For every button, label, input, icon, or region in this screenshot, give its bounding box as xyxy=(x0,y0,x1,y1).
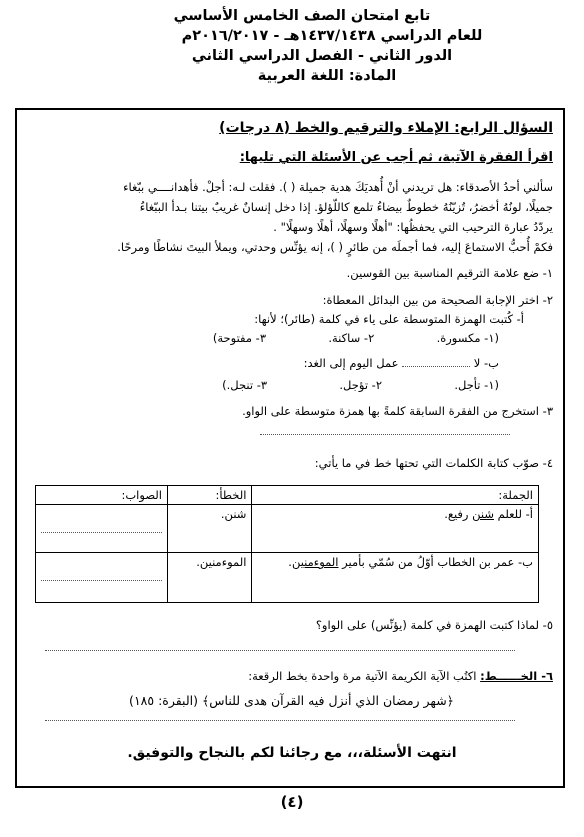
paragraph-line-1: سألني أحدُ الأصدقاء: هل تريدني أنْ أُهديَكَ هدية جميلة ( ). فقلت لـه: أجلْ. فأهدانــــي ببّغاء xyxy=(123,180,553,194)
row1-underlined-word: شنن xyxy=(472,507,495,521)
option-2a-1[interactable]: (١- مكسورة. xyxy=(436,331,499,345)
row1-sentence: أ- للعلم شنن رفيع. xyxy=(252,505,539,553)
paragraph-line-2: جميلًا، لونُهُ أخضرُ، تُزيّنُهُ خطوطٌ بيضاءُ تلمع كاللّؤلؤ. إذا دخل إنسانٌ غريبٌ بيتنا بـدأ الببّغاءُ xyxy=(139,200,553,214)
question-2a: أ- كُتبت الهمزة المتوسطة على ياء في كلمة (طائر)؛ لأنها: xyxy=(254,312,524,326)
row2-underlined-word: الموءمنين xyxy=(291,555,339,569)
row1-error: شنن. xyxy=(168,505,252,553)
header-line-4: المادة: اللغة العربية xyxy=(257,68,397,84)
question-2b xyxy=(304,356,499,370)
question-2b-blank[interactable] xyxy=(402,366,470,367)
header-line-3: الدور الثاني - الفصل الدراسي الثاني xyxy=(191,48,453,64)
option-2a-2[interactable]: ٢- ساكنة. xyxy=(328,331,375,345)
row1-answer-blank[interactable] xyxy=(41,532,162,533)
table-row xyxy=(36,553,539,603)
exam-header xyxy=(0,6,584,86)
question-2a-options xyxy=(213,331,499,345)
table-row xyxy=(36,505,539,553)
question-2b-suffix: عمل اليوم إلى الغد: xyxy=(303,356,399,370)
option-2b-2[interactable]: ٢- تؤجل. xyxy=(339,378,383,392)
question-2b-prefix: ب- لا xyxy=(473,356,499,370)
closing-message: انتهت الأسئلة،،، مع رجائنا لكم بالنجاح والتوفيق. xyxy=(127,745,457,761)
correction-table xyxy=(35,485,539,603)
question-1: ١- ضع علامة الترقيم المناسبة بين القوسين. xyxy=(346,266,553,280)
question-2b-options xyxy=(222,378,499,392)
answer-line-q5[interactable] xyxy=(45,650,515,651)
paragraph-line-4: فكمْ أُحبُّ الاستماعَ إليه، فما أجملَه من طائرٍ ( )، إنه يؤنِّس وحدتي، ويملأ البيتَ نشاطًا ومرحًا. xyxy=(117,240,553,254)
question-instruction: اقرأ الفقرة الآتية، ثم أجب عن الأسئلة التي تليها: xyxy=(239,150,553,165)
question-6 xyxy=(248,669,553,683)
question-5: ٥- لماذا كتبت الهمزة في كلمة (يؤنِّس) على الواو؟ xyxy=(315,618,553,632)
answer-line-q6[interactable] xyxy=(45,720,515,721)
table-header-correct: الصواب: xyxy=(36,486,168,505)
row1-correct[interactable] xyxy=(36,505,168,553)
row2-answer-blank[interactable] xyxy=(41,580,162,581)
option-2b-3[interactable]: ٣- تنجل.) xyxy=(222,378,268,392)
table-header-sentence: الجملة: xyxy=(252,486,539,505)
question-2: ٢- اختر الإجابة الصحيحة من بين البدائل المعطاة: xyxy=(322,293,553,307)
question-title: السؤال الرابع: الإملاء والترقيم والخط (٨ درجات) xyxy=(219,120,553,136)
page-number: (٤) xyxy=(280,793,304,811)
row2-sentence: ب- عمر بن الخطاب أوّلُ من سُمّي بأمير الموءمنين. xyxy=(252,553,539,603)
option-2a-3[interactable]: ٣- مفتوحة) xyxy=(212,331,267,345)
question-6-label: ٦- الخــــــط: xyxy=(480,669,553,683)
question-6-text: اكتُب الآية الكريمة الآتية مرة واحدة بخط الرقعة: xyxy=(248,669,481,683)
header-line-1: تابع امتحان الصف الخامس الأساسي xyxy=(173,8,431,24)
row2-error: الموءمنين. xyxy=(168,553,252,603)
question-3: ٣- استخرج من الفقرة السابقة كلمةً بها همزة متوسطة على الواو. xyxy=(242,404,553,418)
question-4: ٤- صوّب كتابة الكلمات التي تحتها خط في ما يأتي: xyxy=(314,456,553,470)
paragraph-line-3: يردّدُ عبارة الترحيب التي يحفظُها: "أهلًا وسهلًا، أهلًا وسهلًا" . xyxy=(273,220,553,234)
quran-verse: ﴿شهر رمضان الذي أنزل فيه القرآن هدى للناس﴾ (البقرة: ١٨٥) xyxy=(129,693,454,708)
header-line-2: للعام الدراسي ١٤٣٧/١٤٣٨هـ - ٢٠١٦/٢٠١٧م xyxy=(181,28,483,44)
option-2b-1[interactable]: (١- تأجل. xyxy=(454,378,499,392)
row2-correct[interactable] xyxy=(36,553,168,603)
table-header-error: الخطأ: xyxy=(168,486,252,505)
answer-line-q3[interactable] xyxy=(260,434,510,435)
